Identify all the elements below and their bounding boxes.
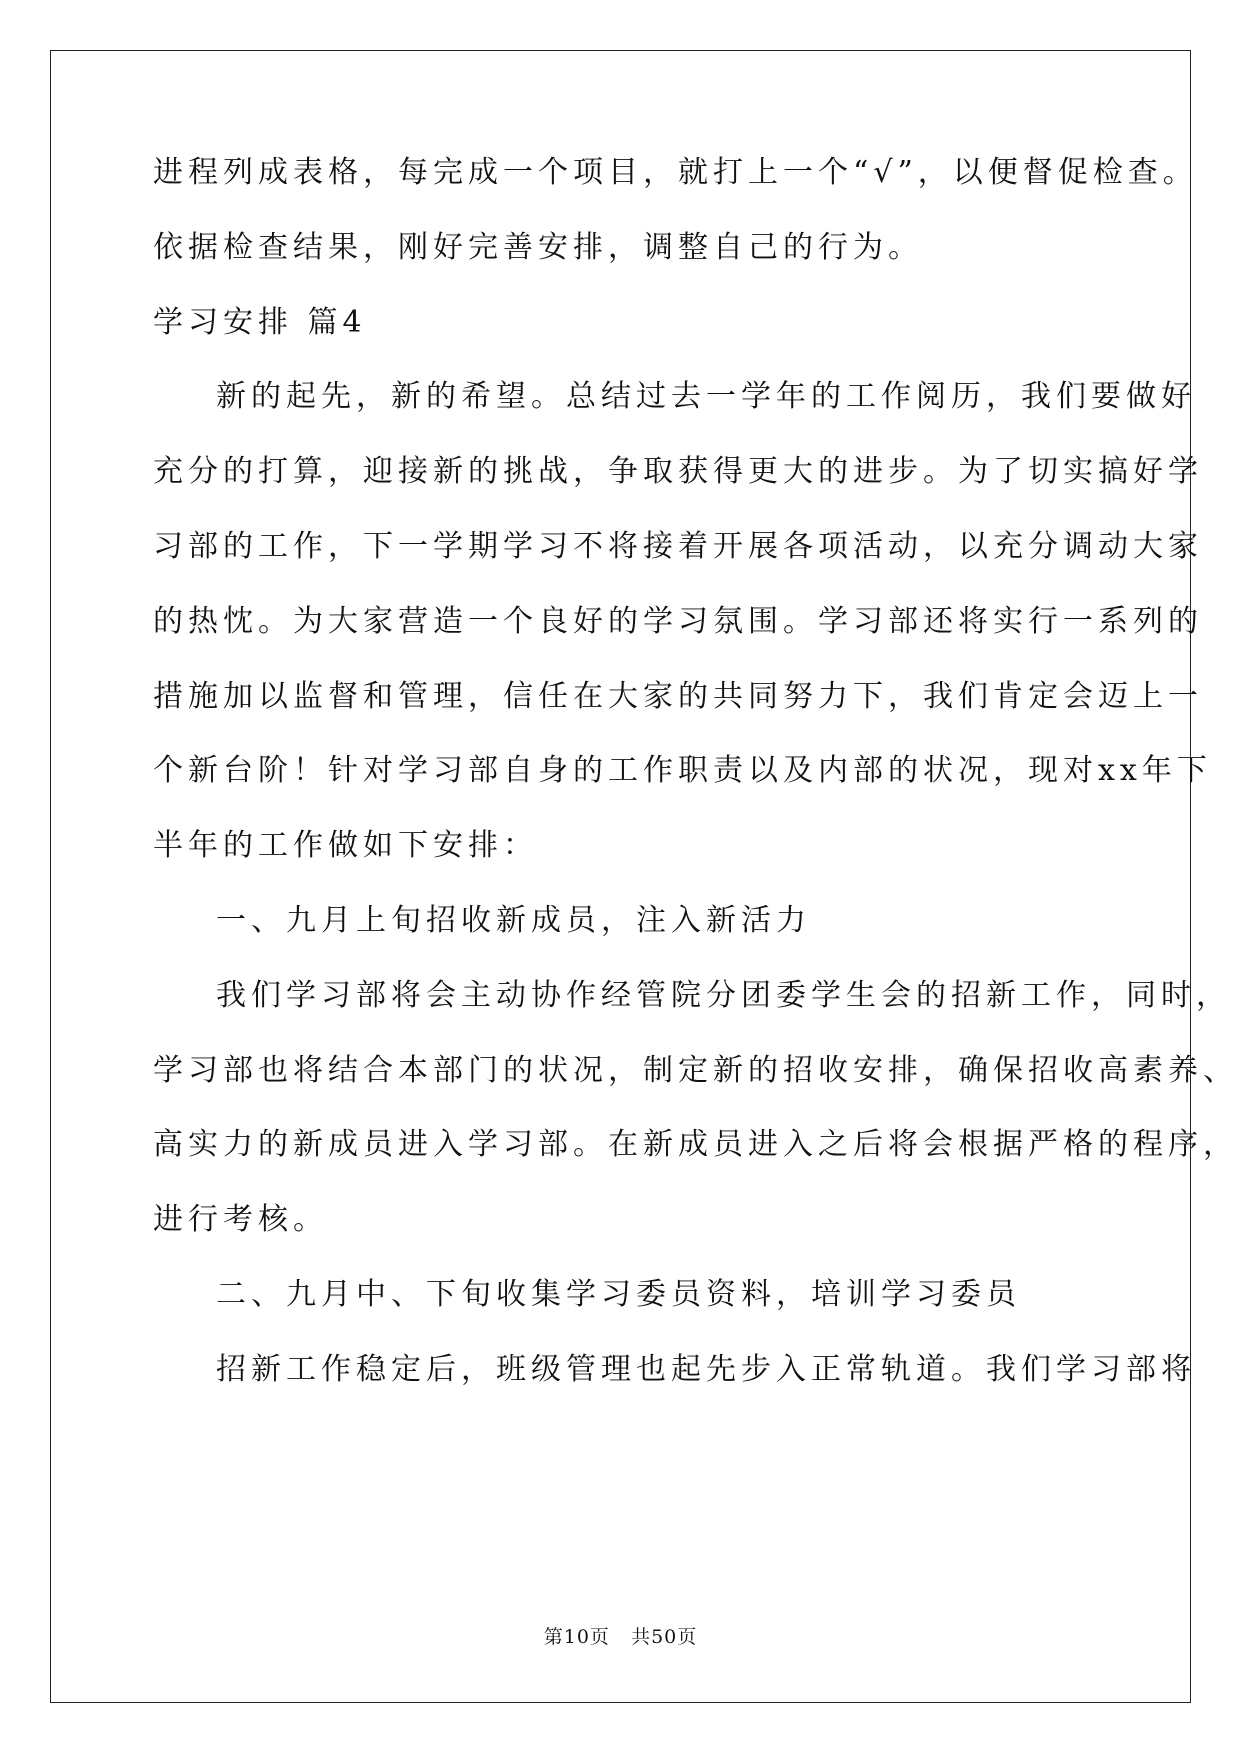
subheading: 一、九月上旬招收新成员，注入新活力 xyxy=(216,903,811,938)
text-line: 充分的打算，迎接新的挑战，争取获得更大的进步。为了切实搞好学 xyxy=(153,454,1203,489)
text-line: 进程列成表格，每完成一个项目，就打上一个“√”，以便督促检查。 xyxy=(153,155,1198,190)
text-line: 招新工作稳定后，班级管理也起先步入正常轨道。我们学习部将 xyxy=(216,1352,1196,1387)
page-border xyxy=(50,50,1191,1703)
text-line: 进行考核。 xyxy=(153,1202,328,1237)
text-line: 习部的工作，下一学期学习不将接着开展各项活动，以充分调动大家 xyxy=(153,529,1203,564)
text-line: 新的起先，新的希望。总结过去一学年的工作阅历，我们要做好 xyxy=(216,379,1196,414)
text-line: 高实力的新成员进入学习部。在新成员进入之后将会根据严格的程序， xyxy=(153,1127,1238,1162)
text-line: 个新台阶！针对学习部自身的工作职责以及内部的状况，现对xx年下 xyxy=(153,753,1212,788)
text-line: 我们学习部将会主动协作经管院分团委学生会的招新工作，同时， xyxy=(216,978,1231,1013)
text-line: 依据检查结果，刚好完善安排，调整自己的行为。 xyxy=(153,230,923,265)
subheading: 二、九月中、下旬收集学习委员资料，培训学习委员 xyxy=(216,1277,1021,1312)
text-line: 措施加以监督和管理，信任在大家的共同努力下，我们肯定会迈上一 xyxy=(153,679,1203,714)
text-line: 半年的工作做如下安排： xyxy=(153,828,538,863)
section-heading: 学习安排 篇4 xyxy=(153,305,367,340)
page-footer xyxy=(0,1625,1241,1649)
text-line: 学习部也将结合本部门的状况，制定新的招收安排，确保招收高素养、 xyxy=(153,1053,1238,1088)
page-number: 第10页 xyxy=(543,1626,610,1648)
text-line: 的热忱。为大家营造一个良好的学习氛围。学习部还将实行一系列的 xyxy=(153,604,1203,639)
page-total: 共50页 xyxy=(631,1626,698,1648)
